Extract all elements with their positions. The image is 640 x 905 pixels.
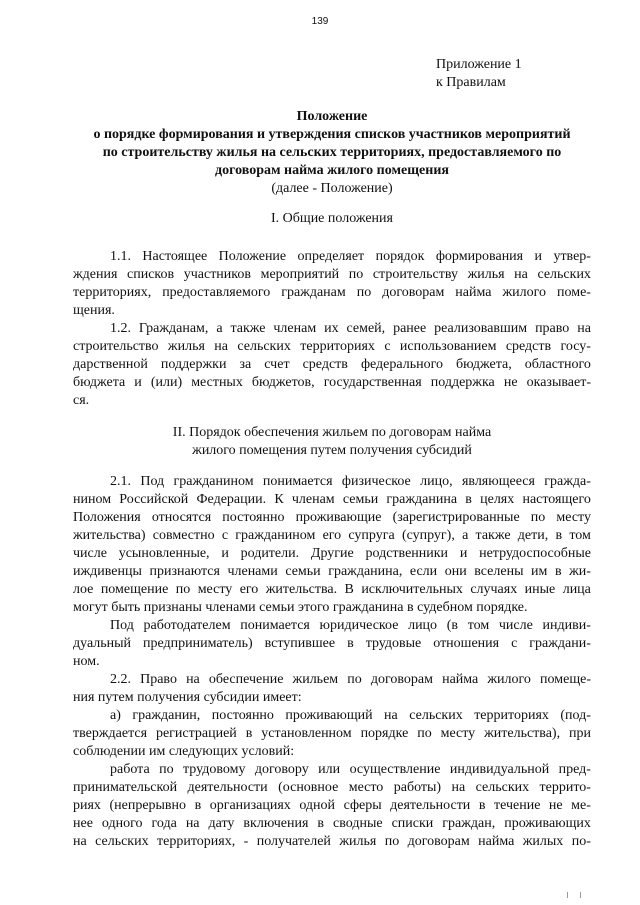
word: гражданина (386, 492, 458, 507)
word: (или) (150, 375, 183, 390)
word: признаются (149, 564, 220, 579)
word: относятся (151, 510, 212, 525)
word: территориях (300, 339, 375, 354)
word: жильем (292, 672, 339, 687)
word: В (344, 582, 354, 597)
document-heading (40, 108, 624, 198)
word: проживающие (295, 510, 382, 525)
text-line (73, 248, 591, 266)
word: семьи (285, 564, 321, 579)
word: на (214, 339, 228, 354)
word: 2.1. (110, 474, 131, 489)
word: К (274, 492, 284, 507)
word: Положения (73, 510, 141, 525)
word: они (444, 564, 467, 579)
word: жительства), (484, 726, 561, 741)
word: регистрацией (155, 726, 237, 741)
text-line (73, 527, 591, 545)
heading-title: Положение (296, 109, 368, 124)
word: тверждается (73, 726, 148, 741)
section-2-body (73, 473, 591, 851)
section-2-title-line: жилого помещения путем получения субсидий (192, 443, 472, 458)
word: членами (227, 564, 278, 579)
word: и (459, 546, 468, 561)
word: госу- (560, 339, 591, 354)
word: том (467, 618, 490, 633)
word: нетрудоспособные (479, 546, 591, 561)
appendix-reference (436, 56, 522, 92)
word: если (409, 564, 438, 579)
word: (зарегистрированные (392, 510, 520, 525)
word: предоставляемого (162, 285, 271, 300)
word: индиви- (542, 618, 591, 633)
word: территориях, (157, 834, 236, 849)
word: Другие (310, 546, 354, 561)
word: в (245, 726, 253, 741)
word: пред- (558, 762, 591, 777)
text-line (73, 833, 591, 851)
word: на (185, 816, 200, 831)
text-line (73, 707, 591, 725)
word: областного (524, 357, 591, 372)
word: - (243, 834, 249, 849)
word: найма (442, 672, 479, 687)
word: ранее (393, 321, 427, 336)
word: иждивенцы (73, 564, 142, 579)
word: целях (480, 492, 515, 507)
word: 1.2. (110, 321, 131, 336)
word: на (577, 321, 591, 336)
word: семьи (342, 492, 379, 507)
word: территориях (474, 708, 549, 723)
appendix-line: Приложение 1 (436, 57, 522, 72)
word: гражданам (281, 285, 346, 300)
word: в (478, 798, 486, 813)
word: индивидуальной (449, 762, 550, 777)
text-line: ся. (73, 393, 90, 408)
word: также (475, 528, 511, 543)
word: обеспечение (208, 672, 284, 687)
word: с (221, 528, 229, 543)
word: лое (73, 582, 94, 597)
word: Под (110, 618, 134, 633)
word: родители. (240, 546, 300, 561)
word: на (186, 672, 200, 687)
word: террито- (539, 780, 591, 795)
word: формирования (435, 249, 524, 264)
text-line (73, 266, 591, 284)
word: совместно (152, 528, 215, 543)
word: бюджета, (456, 357, 512, 372)
word: принимательской (73, 780, 178, 795)
word: или (318, 762, 341, 777)
word: реализовавшим (434, 321, 528, 336)
word: строительство (73, 339, 159, 354)
word: договору (254, 762, 309, 777)
word: списков (127, 267, 175, 282)
word: договорам (407, 834, 470, 849)
text-line: ния путем получения субсидии имеет: (73, 690, 302, 705)
word: сельских (95, 834, 149, 849)
text-line (73, 671, 591, 689)
word: найма (455, 285, 492, 300)
word: на (514, 267, 528, 282)
word: помещение (100, 582, 169, 597)
appendix-line: к Правилам (436, 75, 506, 90)
word: жилого (487, 672, 531, 687)
word: случаях (470, 582, 518, 597)
word: работодателем (143, 618, 231, 633)
word: 2.2. (110, 672, 131, 687)
word: помеще- (540, 672, 591, 687)
word: договорам (370, 672, 433, 687)
word: работы) (393, 780, 442, 795)
word: договорам (382, 285, 445, 300)
word: использованием (399, 339, 497, 354)
word: не (548, 798, 563, 813)
word: федерального (360, 357, 443, 372)
word: усыновленные, (118, 546, 210, 561)
text-line (73, 284, 591, 302)
word: утвер- (553, 249, 591, 264)
word: физическое (341, 474, 411, 489)
word: оказывает- (526, 375, 591, 390)
word: а) (110, 708, 121, 723)
word: определяет (297, 249, 365, 264)
heading-line: о порядке формирования и утверждения списков участников мероприятий (93, 127, 571, 142)
word: сельских (475, 780, 530, 795)
word: по (530, 510, 546, 525)
text-line: могут быть признаны членами семьи этого гражданина в судебном порядке. (73, 600, 528, 615)
word: жилья (467, 267, 505, 282)
word: за (239, 357, 252, 372)
text-line (73, 635, 591, 653)
word: месту (197, 582, 233, 597)
word: осуществление (349, 762, 441, 777)
word: иные (524, 582, 556, 597)
word: нином (73, 492, 112, 507)
text-line (73, 545, 591, 563)
word: вступившее (264, 636, 336, 651)
word: постоянно (211, 708, 274, 723)
word: жилого (502, 285, 547, 300)
word: (под- (560, 708, 591, 723)
word: дату (208, 816, 235, 831)
word: в (317, 816, 325, 831)
word: порядке (360, 726, 409, 741)
word: государственная (323, 375, 422, 390)
word: на (384, 708, 398, 723)
word: жилых (522, 834, 564, 849)
word: по (348, 267, 364, 282)
word: строительству (372, 267, 459, 282)
word: порядок (375, 249, 425, 264)
word: и (221, 546, 229, 561)
word: понимается (240, 618, 310, 633)
word: дети, (517, 528, 549, 543)
word: дарственной (73, 357, 148, 372)
word: ждения (73, 267, 118, 282)
word: Федерации. (196, 492, 267, 507)
word: гражданином (173, 474, 254, 489)
word: по (347, 672, 362, 687)
text-line (73, 779, 591, 797)
word: жи- (569, 564, 591, 579)
word: работа (110, 762, 150, 777)
word: им (531, 564, 548, 579)
text-line: соблюдении им следующих условий: (73, 744, 295, 759)
word: бюджетов, (251, 375, 315, 390)
word: граждани- (529, 636, 591, 651)
section-2-title (40, 424, 624, 460)
word: сельских (409, 708, 463, 723)
word: отношения (433, 636, 500, 651)
word: по (159, 762, 174, 777)
text-line (73, 581, 591, 599)
word: в (465, 492, 472, 507)
word: лицо (408, 618, 438, 633)
word: супруга (348, 528, 395, 543)
word: семей, (346, 321, 386, 336)
word: (основное (278, 780, 339, 795)
word: понимается (262, 474, 333, 489)
word: сферы (343, 798, 382, 813)
word: счет (264, 357, 290, 372)
word: его (322, 528, 342, 543)
word: том (569, 528, 591, 543)
word: поддержка (430, 375, 495, 390)
word: организациях (209, 798, 291, 813)
word: при (569, 726, 591, 741)
text-line (73, 797, 591, 815)
word: местных (191, 375, 243, 390)
heading-line: по строительству жилья на сельских территориях, предоставляемого по (102, 145, 562, 160)
word: на (73, 834, 87, 849)
word: гражданин, (132, 708, 201, 723)
word: членам (273, 321, 317, 336)
word: жительства. (265, 582, 338, 597)
word: риях (73, 798, 101, 813)
text-line (73, 473, 591, 491)
word: Под (140, 474, 165, 489)
word: участников (183, 267, 251, 282)
text-line (73, 356, 591, 374)
section-1-title: I. Общие положения (271, 211, 393, 226)
word: течение (493, 798, 541, 813)
word: средств (505, 339, 552, 354)
word: являющееся (461, 474, 535, 489)
word: года (151, 816, 177, 831)
word: настоящего (522, 492, 591, 507)
word: в (194, 798, 202, 813)
word: дуальный (73, 636, 132, 651)
word: его (239, 582, 259, 597)
word: нее (73, 816, 93, 831)
word: Право (140, 672, 177, 687)
word: гражданином (235, 528, 316, 543)
word: получателей (256, 834, 331, 849)
word: (в (446, 618, 459, 633)
word: Настоящее (142, 249, 208, 264)
word: членам (291, 492, 335, 507)
word: проживающих (504, 816, 591, 831)
word: по (356, 285, 372, 300)
section-2-title-line: II. Порядок обеспечения жильем по договорам найма (172, 425, 492, 440)
word: жилья (339, 834, 377, 849)
word: сельских (237, 339, 291, 354)
word: исключительных (361, 582, 463, 597)
text-line (73, 320, 591, 338)
page-number: 139 (311, 16, 329, 27)
text-line: ном. (73, 654, 100, 669)
word: установленном (261, 726, 352, 741)
word: родственники (365, 546, 449, 561)
word: гражданина, (328, 564, 403, 579)
word: предприниматель) (143, 636, 253, 651)
word: поме- (557, 285, 591, 300)
word: в (554, 564, 562, 579)
text-line (73, 374, 591, 392)
word: проживающий (285, 708, 373, 723)
text-line (73, 725, 591, 743)
word: 1.1. (110, 249, 131, 264)
word: сельских (537, 267, 591, 282)
word: жительства) (73, 528, 146, 543)
text-line (73, 338, 591, 356)
word: территориях, (73, 285, 152, 300)
word: право (535, 321, 570, 336)
word: мероприятий (260, 267, 340, 282)
word: не (503, 375, 518, 390)
word: на (451, 780, 466, 795)
section-1-body (73, 248, 591, 410)
word: числе (73, 546, 107, 561)
heading-line: договорам найма жилого помещения (215, 163, 449, 178)
word: вселены (474, 564, 524, 579)
word: и (134, 375, 142, 390)
word: лица (562, 582, 591, 597)
word: по- (571, 834, 591, 849)
scan-corner-mark (567, 892, 581, 898)
word: деятельности (187, 780, 268, 795)
word: по (175, 582, 191, 597)
word: с (511, 636, 518, 651)
word: Положение (218, 249, 287, 264)
word: одной (299, 798, 336, 813)
word: граждан, (442, 816, 496, 831)
word: гражда- (544, 474, 591, 489)
word: поддержки (160, 357, 227, 372)
word: лицо, (420, 474, 453, 489)
text-line (73, 509, 591, 527)
word: а (216, 321, 223, 336)
word: средств (302, 357, 348, 372)
word: по (417, 726, 432, 741)
word: Российской (119, 492, 189, 507)
word: ме- (571, 798, 591, 813)
text-line: щения. (73, 303, 115, 318)
word: юридическое (319, 618, 399, 633)
text-line (73, 563, 591, 581)
word: жилья (167, 339, 205, 354)
word: (непрерывно (109, 798, 187, 813)
word: месту (440, 726, 476, 741)
word: месту (556, 510, 591, 525)
word: постоянно (222, 510, 285, 525)
word: по (384, 834, 400, 849)
word: деятельности (390, 798, 471, 813)
word: (супруг), (401, 528, 455, 543)
word: включения (243, 816, 309, 831)
word: место (348, 780, 384, 795)
word: в (347, 636, 354, 651)
word: в (555, 528, 563, 543)
word: их (324, 321, 339, 336)
heading-note: (далее - Положение) (271, 181, 393, 196)
text-line (73, 761, 591, 779)
word: числе (498, 618, 533, 633)
word: бюджета (73, 375, 126, 390)
text-line (73, 617, 591, 635)
word: трудовому (183, 762, 246, 777)
text-line (73, 815, 591, 833)
word: найма (478, 834, 515, 849)
word: одного (101, 816, 143, 831)
word: а (462, 528, 469, 543)
word: с (384, 339, 391, 354)
word: и (534, 249, 543, 264)
word: Гражданам, (138, 321, 209, 336)
text-line (73, 491, 591, 509)
word: также (230, 321, 266, 336)
word: сводные (333, 816, 383, 831)
word: списки (391, 816, 434, 831)
word: трудовые (365, 636, 422, 651)
